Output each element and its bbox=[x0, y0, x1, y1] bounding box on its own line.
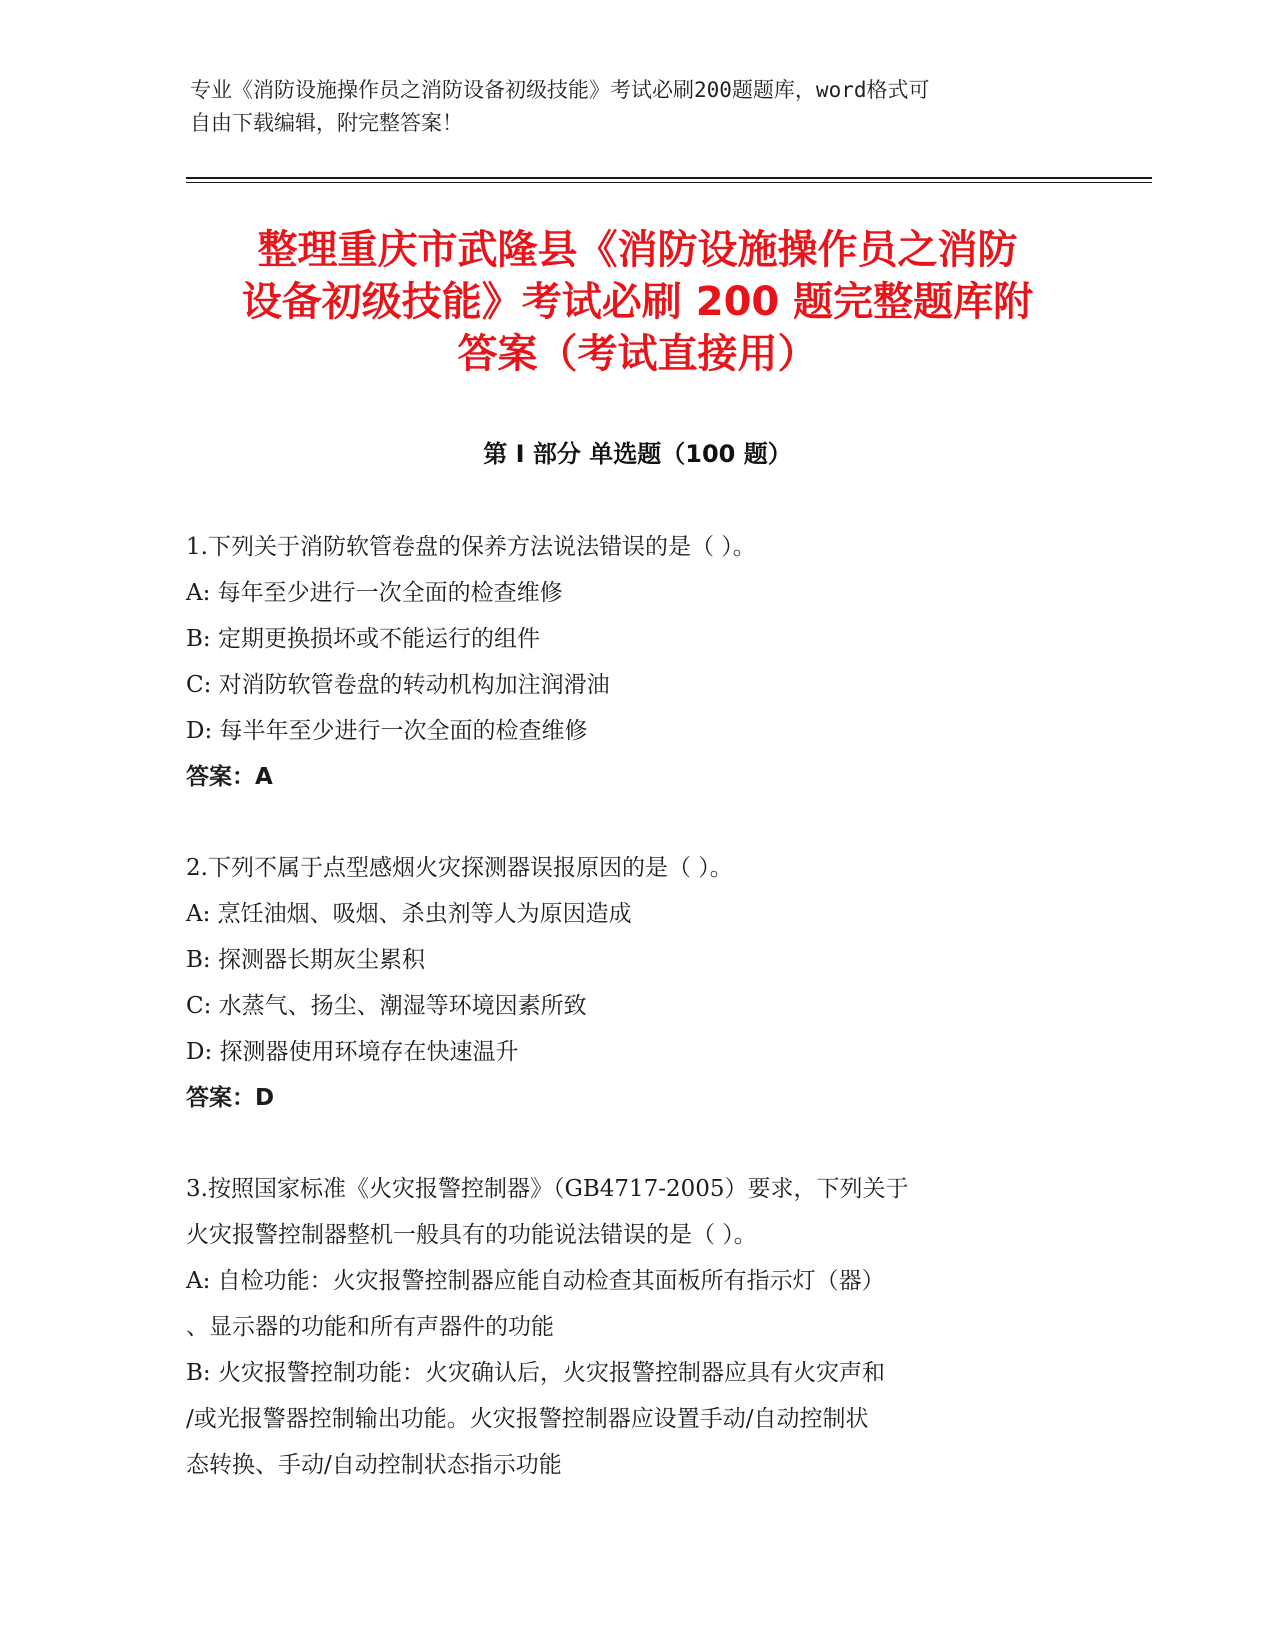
answer-option: C: 水蒸气、扬尘、潮湿等环境因素所致 bbox=[186, 993, 587, 1019]
answer-option: B: 火灾报警控制功能：火灾确认后，火灾报警控制器应具有火灾声和 bbox=[186, 1360, 885, 1386]
section-heading: 第 I 部分 单选题（100 题） bbox=[483, 440, 792, 468]
document-title bbox=[150, 224, 1125, 380]
answer-option: A: 烹饪油烟、吸烟、杀虫剂等人为原因造成 bbox=[186, 901, 632, 927]
question-block bbox=[186, 527, 1086, 803]
title-line: 设备初级技能》考试必刷 200 题完整题库附 bbox=[241, 279, 1034, 325]
header-divider bbox=[186, 177, 1152, 179]
question-block bbox=[186, 1169, 1086, 1491]
correct-answer: 答案：A bbox=[186, 764, 273, 790]
answer-option: 、显示器的功能和所有声器件的功能 bbox=[186, 1314, 554, 1340]
answer-option: B: 定期更换损坏或不能运行的组件 bbox=[186, 626, 540, 652]
question-list bbox=[186, 527, 1086, 1491]
answer-option: A: 每年至少进行一次全面的检查维修 bbox=[186, 580, 563, 606]
correct-answer: 答案：D bbox=[186, 1085, 275, 1111]
answer-option: A: 自检功能：火灾报警控制器应能自动检查其面板所有指示灯（器） bbox=[186, 1268, 885, 1294]
answer-option: /或光报警器控制输出功能。火灾报警控制器应设置手动/自动控制状 bbox=[186, 1406, 869, 1432]
spacer bbox=[186, 1124, 1086, 1169]
question-stem: 火灾报警控制器整机一般具有的功能说法错误的是（ ）。 bbox=[186, 1222, 757, 1248]
title-line: 整理重庆市武隆县《消防设施操作员之消防 bbox=[257, 227, 1018, 273]
header-note bbox=[190, 74, 1070, 140]
question-stem: 1.下列关于消防软管卷盘的保养方法说法错误的是（ ）。 bbox=[186, 534, 756, 560]
answer-option: 态转换、手动/自动控制状态指示功能 bbox=[186, 1452, 562, 1478]
question-stem: 2.下列不属于点型感烟火灾探测器误报原因的是（ ）。 bbox=[186, 855, 733, 881]
title-line: 答案（考试直接用） bbox=[457, 331, 818, 377]
header-note-line: 专业《消防设施操作员之消防设备初级技能》考试必刷200题题库，word格式可 bbox=[190, 78, 930, 102]
answer-option: D: 每半年至少进行一次全面的检查维修 bbox=[186, 718, 588, 744]
header-divider-thin bbox=[186, 182, 1152, 183]
question-block bbox=[186, 848, 1086, 1124]
answer-option: C: 对消防软管卷盘的转动机构加注润滑油 bbox=[186, 672, 610, 698]
answer-option: D: 探测器使用环境存在快速温升 bbox=[186, 1039, 519, 1065]
spacer bbox=[186, 803, 1086, 848]
answer-option: B: 探测器长期灰尘累积 bbox=[186, 947, 425, 973]
question-stem: 3.按照国家标准《火灾报警控制器》（GB4717-2005）要求，下列关于 bbox=[186, 1176, 909, 1202]
header-note-line: 自由下载编辑，附完整答案！ bbox=[190, 111, 463, 135]
